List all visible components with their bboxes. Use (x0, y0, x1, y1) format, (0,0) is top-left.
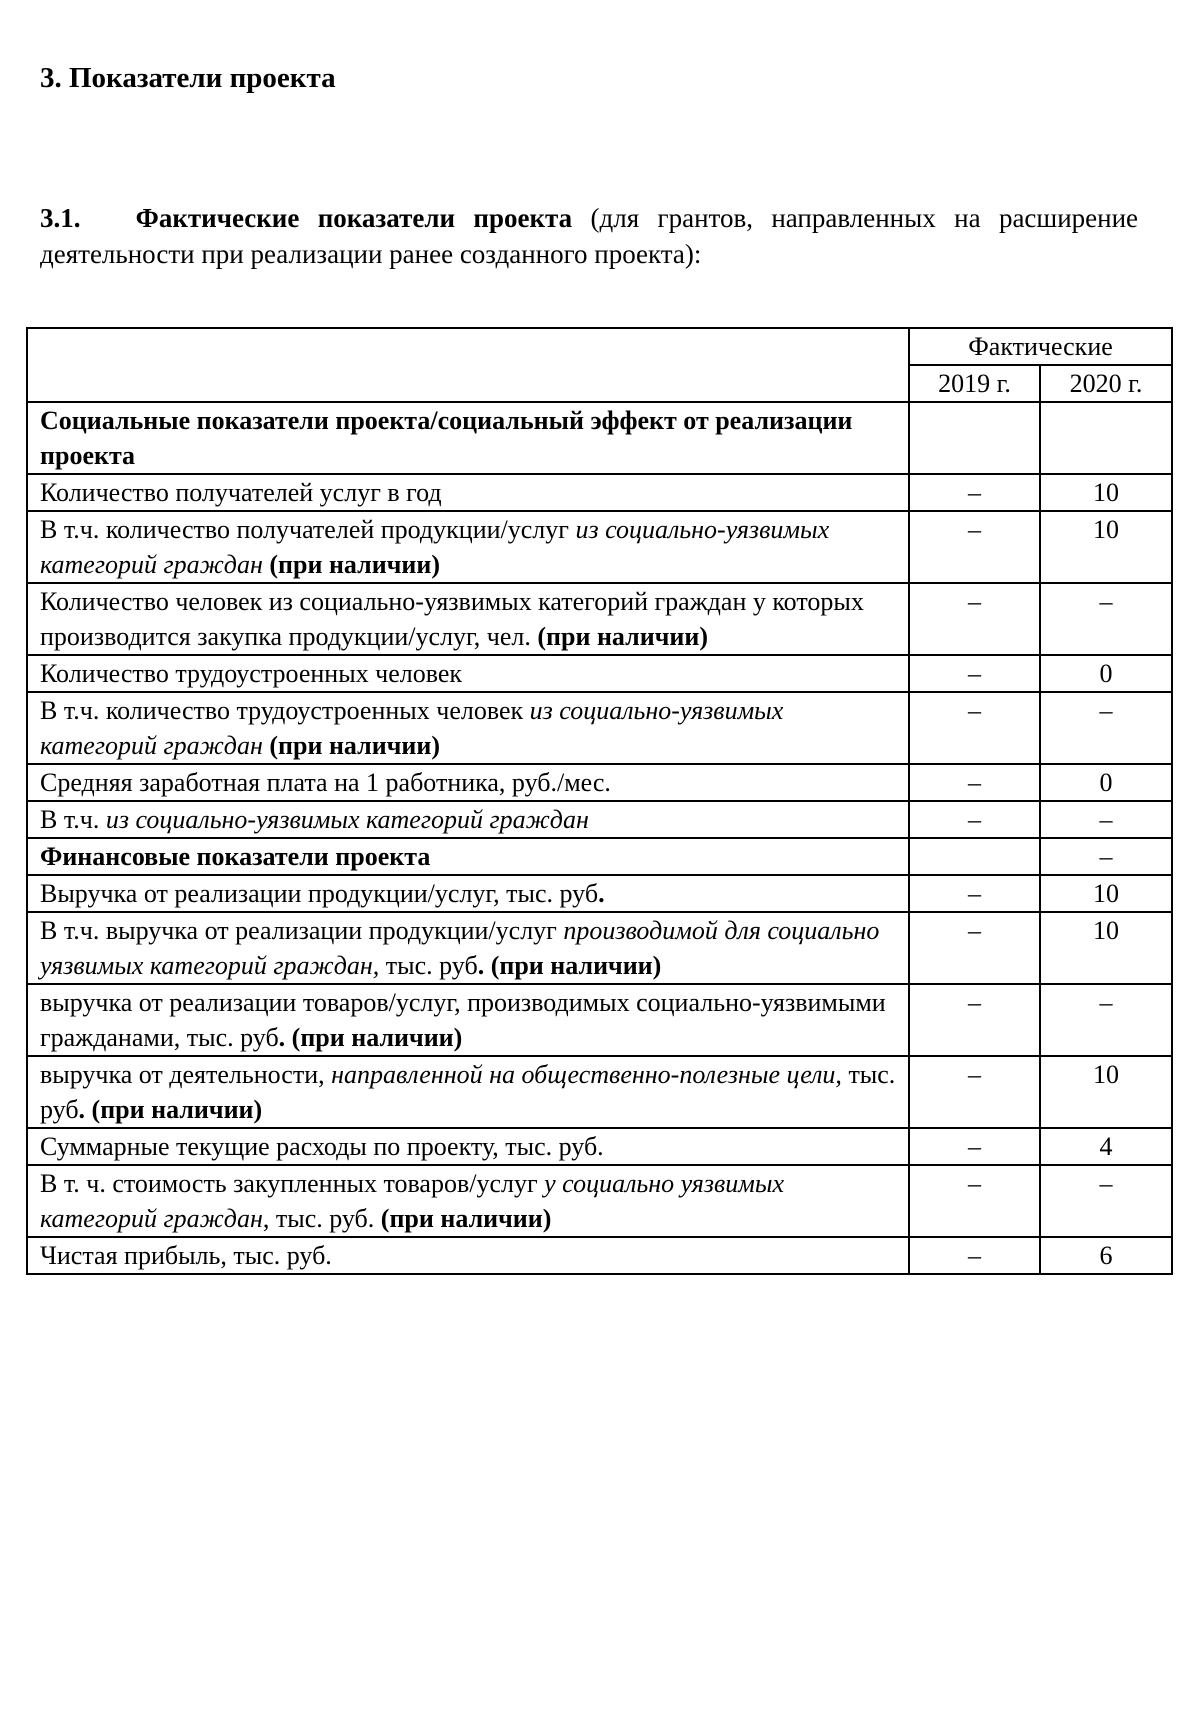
subsection-number: 3.1. (40, 203, 81, 233)
table-header-row (27, 328, 1172, 365)
value-2019-cell: – (909, 1165, 1040, 1237)
value-2020-cell: 0 (1040, 655, 1172, 692)
indicator-label-cell (27, 692, 909, 764)
table-row (27, 583, 1172, 655)
header-year-2019: 2019 г. (909, 365, 1040, 402)
subsection-title: Фактические показатели проекта (135, 203, 573, 233)
table-body (27, 402, 1172, 1274)
indicator-label-cell (27, 801, 909, 838)
label-segment: выручка от деятельности, (40, 1060, 332, 1089)
label-segment: из социально-уязвимых категорий граждан (105, 805, 589, 834)
indicator-label-cell (27, 875, 909, 912)
value-2019-cell (909, 838, 1040, 875)
subsection-heading (40, 200, 1138, 272)
indicator-label-cell (27, 764, 909, 801)
label-segment: направленной на общественно-полезные цели, (331, 1060, 842, 1089)
value-2019-cell: – (909, 801, 1040, 838)
value-2019-cell (909, 402, 1040, 474)
label-segment: Социальные показатели проекта/социальный эффект от реализации проекта (40, 406, 853, 470)
header-year-2020: 2020 г. (1040, 365, 1172, 402)
label-segment: . (при наличии) (78, 1095, 263, 1124)
label-segment: (при наличии) (262, 731, 440, 760)
label-segment: у социально уязвимых категорий граждан (40, 1169, 785, 1233)
table-row (27, 692, 1172, 764)
label-segment: Количество получателей услуг в год (40, 478, 442, 507)
label-segment: Количество трудоустроенных человек (40, 659, 463, 688)
value-2019-cell: – (909, 1237, 1040, 1274)
value-2020-cell: 10 (1040, 875, 1172, 912)
label-segment: , тыс. руб. (262, 1204, 381, 1233)
value-2020-cell: – (1040, 692, 1172, 764)
label-segment: выручка от реализации товаров/услуг, производимых социально-уязвимыми гражданами, тыс. руб (40, 988, 886, 1052)
value-2019-cell: – (909, 474, 1040, 511)
table-row (27, 912, 1172, 984)
label-segment: . (при наличии) (477, 951, 662, 980)
value-2020-cell: 10 (1040, 1056, 1172, 1128)
value-2020-cell: – (1040, 583, 1172, 655)
label-segment: В т. ч. стоимость закупленных товаров/услуг (40, 1169, 545, 1198)
label-segment: В т.ч. выручка от реализации продукции/услуг (40, 916, 564, 945)
table-row (27, 1237, 1172, 1274)
table-section-row (27, 838, 1172, 875)
label-segment: (при наличии) (380, 1204, 552, 1233)
value-2019-cell: – (909, 875, 1040, 912)
table-row (27, 801, 1172, 838)
indicator-label-cell (27, 402, 909, 474)
value-2020-cell: 4 (1040, 1128, 1172, 1165)
value-2020-cell: 10 (1040, 474, 1172, 511)
label-segment: (при наличии) (262, 550, 440, 579)
value-2019-cell: – (909, 655, 1040, 692)
value-2020-cell (1040, 402, 1172, 474)
label-segment: Суммарные текущие расходы по проекту, тыс. руб. (40, 1132, 604, 1161)
indicator-label-cell (27, 1128, 909, 1165)
indicator-label-cell (27, 1237, 909, 1274)
table-row (27, 1165, 1172, 1237)
label-segment: . (598, 879, 605, 908)
value-2019-cell: – (909, 1128, 1040, 1165)
indicator-label-cell (27, 984, 909, 1056)
table-row (27, 984, 1172, 1056)
label-segment: производимой для социально уязвимых категорий граждан, (40, 916, 880, 980)
label-segment: Количество человек из социально-уязвимых категорий граждан у которых производится закупка продукции/услуг, чел. (40, 587, 864, 651)
value-2020-cell: – (1040, 801, 1172, 838)
label-segment: В т.ч. количество трудоустроенных человек (40, 696, 530, 725)
value-2020-cell: 6 (1040, 1237, 1172, 1274)
table-row (27, 875, 1172, 912)
section-heading: 3. Показатели проекта (40, 62, 336, 94)
value-2020-cell: – (1040, 1165, 1172, 1237)
label-segment: из социально-уязвимых категорий граждан (40, 515, 830, 579)
label-segment: В т.ч. (40, 805, 106, 834)
subsection-note: (для грантов, направленных на расширение деятельности при реализации ранее созданного проекта): (40, 203, 1139, 269)
indicator-label-cell (27, 511, 909, 583)
value-2020-cell: 10 (1040, 511, 1172, 583)
indicator-label-cell (27, 474, 909, 511)
label-segment: Чистая прибыль, тыс. руб. (40, 1241, 332, 1270)
label-segment: Финансовые показатели проекта (40, 842, 431, 871)
label-segment: из социально-уязвимых категорий граждан (40, 696, 784, 760)
label-segment: В т.ч. количество получателей продукции/услуг (40, 515, 576, 544)
table-row (27, 1056, 1172, 1128)
value-2019-cell: – (909, 912, 1040, 984)
header-blank-cell (27, 328, 909, 402)
value-2019-cell: – (909, 692, 1040, 764)
indicator-label-cell (27, 1165, 909, 1237)
value-2020-cell: 0 (1040, 764, 1172, 801)
value-2019-cell: – (909, 984, 1040, 1056)
indicator-label-cell (27, 838, 909, 875)
value-2019-cell: – (909, 511, 1040, 583)
table-row (27, 474, 1172, 511)
label-segment: тыс. руб (40, 1060, 896, 1124)
indicator-label-cell (27, 1056, 909, 1128)
indicator-label-cell (27, 583, 909, 655)
label-segment: тыс. руб (379, 951, 478, 980)
table-row (27, 764, 1172, 801)
value-2019-cell: – (909, 764, 1040, 801)
indicators-table (26, 327, 1173, 1275)
indicator-label-cell (27, 912, 909, 984)
label-segment: Средняя заработная плата на 1 работника, руб./мес. (40, 768, 611, 797)
value-2020-cell: – (1040, 984, 1172, 1056)
table-row (27, 1128, 1172, 1165)
table-row (27, 655, 1172, 692)
label-segment: . (при наличии) (278, 1023, 463, 1052)
table-row (27, 511, 1172, 583)
table-section-row (27, 402, 1172, 474)
value-2019-cell: – (909, 1056, 1040, 1128)
label-segment: Выручка от реализации продукции/услуг, тыс. руб (40, 879, 599, 908)
value-2019-cell: – (909, 583, 1040, 655)
value-2020-cell: 10 (1040, 912, 1172, 984)
indicator-label-cell (27, 655, 909, 692)
value-2020-cell: – (1040, 838, 1172, 875)
header-group-actual: Фактические (909, 328, 1172, 365)
label-segment: (при наличии) (537, 622, 709, 651)
